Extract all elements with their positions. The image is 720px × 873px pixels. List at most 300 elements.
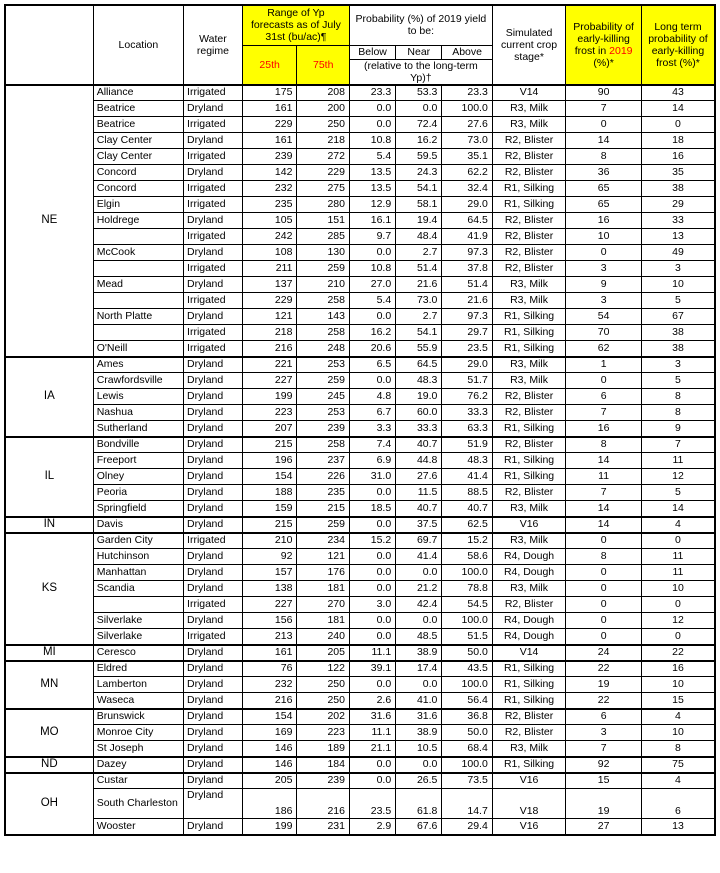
location-cell: Concord — [93, 165, 183, 181]
prob-above-cell: 73.0 — [442, 133, 492, 149]
water-regime-cell: Irrigated — [184, 341, 243, 357]
table-row — [5, 533, 715, 549]
water-regime-cell: Dryland — [184, 709, 243, 725]
prob-above-cell: 48.3 — [442, 453, 492, 469]
water-regime-cell: Dryland — [184, 741, 243, 757]
location-cell: Brunswick — [93, 709, 183, 725]
p25-cell: 92 — [242, 549, 297, 565]
location-cell: Mead — [93, 277, 183, 293]
prob-above-cell: 73.5 — [442, 773, 492, 789]
location-cell: Davis — [93, 517, 183, 533]
header-p25: 25th — [242, 45, 297, 85]
water-regime-cell: Irrigated — [184, 533, 243, 549]
crop-stage-cell: R1, Silking — [492, 757, 566, 773]
frost-long-term-cell: 9 — [641, 421, 715, 437]
table-row — [5, 229, 715, 245]
frost-2019-cell: 6 — [566, 389, 642, 405]
prob-near-cell: 67.6 — [396, 819, 442, 835]
water-regime-cell: Dryland — [184, 773, 243, 789]
water-regime-cell: Irrigated — [184, 597, 243, 613]
crop-stage-cell: R3, Milk — [492, 501, 566, 517]
table-row — [5, 421, 715, 437]
frost-2019-cell: 3 — [566, 725, 642, 741]
prob-below-cell: 0.0 — [349, 485, 395, 501]
frost-long-term-cell: 12 — [641, 613, 715, 629]
crop-stage-cell: R4, Dough — [492, 565, 566, 581]
prob-below-cell: 13.5 — [349, 165, 395, 181]
prob-above-cell: 23.3 — [442, 85, 492, 101]
table-row — [5, 741, 715, 757]
table-row — [5, 197, 715, 213]
location-cell: Freeport — [93, 453, 183, 469]
crop-stage-cell: R3, Milk — [492, 277, 566, 293]
prob-near-cell: 33.3 — [396, 421, 442, 437]
crop-stage-cell: R2, Blister — [492, 709, 566, 725]
p25-cell: 159 — [242, 501, 297, 517]
prob-below-cell: 3.0 — [349, 597, 395, 613]
prob-near-cell: 10.5 — [396, 741, 442, 757]
table-row — [5, 293, 715, 309]
table-row — [5, 101, 715, 117]
frost-2019-cell: 24 — [566, 645, 642, 661]
frost-long-term-cell: 11 — [641, 453, 715, 469]
p25-cell: 213 — [242, 629, 297, 645]
prob-near-cell: 60.0 — [396, 405, 442, 421]
prob-near-cell: 73.0 — [396, 293, 442, 309]
prob-above-cell: 14.7 — [442, 789, 492, 819]
p75-cell: 250 — [297, 117, 350, 133]
prob-below-cell: 11.1 — [349, 645, 395, 661]
p25-cell: 121 — [242, 309, 297, 325]
location-cell: South Charleston — [93, 789, 183, 819]
frost-long-term-cell: 75 — [641, 757, 715, 773]
frost-2019-cell: 0 — [566, 565, 642, 581]
prob-above-cell: 97.3 — [442, 245, 492, 261]
frost-2019-cell: 90 — [566, 85, 642, 101]
location-cell: Ceresco — [93, 645, 183, 661]
p25-cell: 229 — [242, 293, 297, 309]
prob-above-cell: 76.2 — [442, 389, 492, 405]
prob-below-cell: 13.5 — [349, 181, 395, 197]
prob-below-cell: 4.8 — [349, 389, 395, 405]
p75-cell: 121 — [297, 549, 350, 565]
frost-long-term-cell: 10 — [641, 277, 715, 293]
p75-cell: 200 — [297, 101, 350, 117]
p75-cell: 223 — [297, 725, 350, 741]
p75-cell: 258 — [297, 293, 350, 309]
water-regime-cell: Dryland — [184, 501, 243, 517]
water-regime-cell: Irrigated — [184, 181, 243, 197]
frost-long-term-cell: 5 — [641, 485, 715, 501]
p75-cell: 189 — [297, 741, 350, 757]
frost-long-term-cell: 12 — [641, 469, 715, 485]
frost-2019-cell: 54 — [566, 309, 642, 325]
crop-stage-cell: R2, Blister — [492, 405, 566, 421]
prob-near-cell: 48.5 — [396, 629, 442, 645]
crop-stage-cell: R2, Blister — [492, 437, 566, 453]
p25-cell: 108 — [242, 245, 297, 261]
table-row — [5, 517, 715, 533]
frost-2019-cell: 22 — [566, 693, 642, 709]
prob-near-cell: 21.2 — [396, 581, 442, 597]
prob-below-cell: 0.0 — [349, 549, 395, 565]
prob-below-cell: 0.0 — [349, 565, 395, 581]
p25-cell: 169 — [242, 725, 297, 741]
prob-above-cell: 54.5 — [442, 597, 492, 613]
prob-near-cell: 54.1 — [396, 181, 442, 197]
p75-cell: 181 — [297, 613, 350, 629]
prob-near-cell: 24.3 — [396, 165, 442, 181]
p25-cell: 154 — [242, 469, 297, 485]
water-regime-cell: Dryland — [184, 405, 243, 421]
prob-below-cell: 0.0 — [349, 773, 395, 789]
p25-cell: 242 — [242, 229, 297, 245]
frost-long-term-cell: 4 — [641, 709, 715, 725]
frost-long-term-cell: 0 — [641, 597, 715, 613]
location-cell: Hutchinson — [93, 549, 183, 565]
frost-2019-cell: 7 — [566, 485, 642, 501]
location-cell — [93, 597, 183, 613]
prob-near-cell: 0.0 — [396, 613, 442, 629]
header-below: Below — [349, 45, 395, 59]
prob-below-cell: 11.1 — [349, 725, 395, 741]
table-row — [5, 309, 715, 325]
frost-long-term-cell: 11 — [641, 565, 715, 581]
prob-below-cell: 10.8 — [349, 133, 395, 149]
table-row — [5, 709, 715, 725]
table-row — [5, 453, 715, 469]
prob-below-cell: 0.0 — [349, 117, 395, 133]
prob-below-cell: 0.0 — [349, 757, 395, 773]
location-cell: Bondville — [93, 437, 183, 453]
p25-cell: 105 — [242, 213, 297, 229]
p25-cell: 199 — [242, 389, 297, 405]
table-row — [5, 645, 715, 661]
p25-cell: 186 — [242, 789, 297, 819]
frost-2019-cell: 9 — [566, 277, 642, 293]
table-row — [5, 373, 715, 389]
yield-forecast-table-container — [4, 4, 716, 836]
water-regime-cell: Dryland — [184, 677, 243, 693]
crop-stage-cell: R2, Blister — [492, 245, 566, 261]
p25-cell: 146 — [242, 757, 297, 773]
frost-long-term-cell: 6 — [641, 789, 715, 819]
prob-below-cell: 7.4 — [349, 437, 395, 453]
crop-stage-cell: V18 — [492, 789, 566, 819]
p75-cell: 234 — [297, 533, 350, 549]
prob-near-cell: 0.0 — [396, 757, 442, 773]
header-near: Near — [396, 45, 442, 59]
frost-long-term-cell: 0 — [641, 533, 715, 549]
frost-2019-cell: 7 — [566, 405, 642, 421]
state-cell: MN — [5, 661, 93, 709]
crop-stage-cell: R1, Silking — [492, 693, 566, 709]
header-location: Location — [93, 5, 183, 85]
frost-long-term-cell: 3 — [641, 261, 715, 277]
table-row — [5, 133, 715, 149]
crop-stage-cell: R1, Silking — [492, 181, 566, 197]
table-row — [5, 357, 715, 373]
p75-cell: 239 — [297, 421, 350, 437]
water-regime-cell: Dryland — [184, 133, 243, 149]
prob-near-cell: 16.2 — [396, 133, 442, 149]
prob-below-cell: 2.9 — [349, 819, 395, 835]
header-above: Above — [442, 45, 492, 59]
prob-above-cell: 51.4 — [442, 277, 492, 293]
frost-2019-cell: 0 — [566, 613, 642, 629]
prob-below-cell: 0.0 — [349, 581, 395, 597]
water-regime-cell: Irrigated — [184, 261, 243, 277]
p75-cell: 151 — [297, 213, 350, 229]
state-cell: NE — [5, 85, 93, 357]
prob-below-cell: 39.1 — [349, 661, 395, 677]
prob-near-cell: 40.7 — [396, 437, 442, 453]
water-regime-cell: Dryland — [184, 565, 243, 581]
prob-above-cell: 41.9 — [442, 229, 492, 245]
p25-cell: 175 — [242, 85, 297, 101]
p25-cell: 227 — [242, 597, 297, 613]
p75-cell: 248 — [297, 341, 350, 357]
table-row — [5, 597, 715, 613]
prob-near-cell: 27.6 — [396, 469, 442, 485]
frost-2019-cell: 27 — [566, 819, 642, 835]
prob-above-cell: 63.3 — [442, 421, 492, 437]
header-frost-2019 — [566, 5, 642, 85]
frost-2019-cell: 3 — [566, 293, 642, 309]
water-regime-cell: Dryland — [184, 101, 243, 117]
table-row — [5, 245, 715, 261]
prob-above-cell: 27.6 — [442, 117, 492, 133]
prob-below-cell: 9.7 — [349, 229, 395, 245]
prob-above-cell: 100.0 — [442, 757, 492, 773]
water-regime-cell: Dryland — [184, 693, 243, 709]
water-regime-cell: Irrigated — [184, 117, 243, 133]
frost-2019-cell: 16 — [566, 421, 642, 437]
p75-cell: 253 — [297, 405, 350, 421]
location-cell: Olney — [93, 469, 183, 485]
prob-above-cell: 33.3 — [442, 405, 492, 421]
table-row — [5, 565, 715, 581]
p25-cell: 207 — [242, 421, 297, 437]
p75-cell: 235 — [297, 485, 350, 501]
frost-2019-cell: 0 — [566, 245, 642, 261]
prob-above-cell: 41.4 — [442, 469, 492, 485]
prob-near-cell: 48.3 — [396, 373, 442, 389]
location-cell: Alliance — [93, 85, 183, 101]
header-row-1 — [5, 5, 715, 45]
frost-2019-cell: 3 — [566, 261, 642, 277]
p75-cell: 229 — [297, 165, 350, 181]
frost-2019-cell: 19 — [566, 789, 642, 819]
p75-cell: 258 — [297, 437, 350, 453]
frost-long-term-cell: 4 — [641, 773, 715, 789]
prob-near-cell: 41.0 — [396, 693, 442, 709]
header-crop-stage: Simulated current crop stage* — [492, 5, 566, 85]
prob-near-cell: 37.5 — [396, 517, 442, 533]
prob-near-cell: 0.0 — [396, 565, 442, 581]
water-regime-cell: Dryland — [184, 581, 243, 597]
state-cell: IA — [5, 357, 93, 437]
frost-long-term-cell: 38 — [641, 325, 715, 341]
table-row — [5, 581, 715, 597]
p75-cell: 231 — [297, 819, 350, 835]
table-row — [5, 501, 715, 517]
frost-2019-cell: 14 — [566, 453, 642, 469]
crop-stage-cell: R1, Silking — [492, 661, 566, 677]
prob-above-cell: 35.1 — [442, 149, 492, 165]
prob-below-cell: 16.1 — [349, 213, 395, 229]
prob-below-cell: 15.2 — [349, 533, 395, 549]
prob-above-cell: 29.7 — [442, 325, 492, 341]
table-row — [5, 437, 715, 453]
location-cell: Clay Center — [93, 149, 183, 165]
crop-stage-cell: R1, Silking — [492, 677, 566, 693]
p25-cell: 161 — [242, 133, 297, 149]
p25-cell: 229 — [242, 117, 297, 133]
crop-stage-cell: R3, Milk — [492, 101, 566, 117]
frost-long-term-cell: 3 — [641, 357, 715, 373]
crop-stage-cell: R2, Blister — [492, 597, 566, 613]
crop-stage-cell: R3, Milk — [492, 293, 566, 309]
frost-2019-cell: 0 — [566, 373, 642, 389]
frost-long-term-cell: 35 — [641, 165, 715, 181]
table-row — [5, 629, 715, 645]
prob-above-cell: 43.5 — [442, 661, 492, 677]
p75-cell: 226 — [297, 469, 350, 485]
location-cell: Lamberton — [93, 677, 183, 693]
header-p75: 75th — [297, 45, 350, 85]
frost-2019-cell: 14 — [566, 501, 642, 517]
prob-near-cell: 19.0 — [396, 389, 442, 405]
water-regime-cell: Dryland — [184, 213, 243, 229]
frost-long-term-cell: 22 — [641, 645, 715, 661]
p75-cell: 275 — [297, 181, 350, 197]
water-regime-cell: Irrigated — [184, 197, 243, 213]
crop-stage-cell: R3, Milk — [492, 373, 566, 389]
prob-above-cell: 32.4 — [442, 181, 492, 197]
location-cell: Custar — [93, 773, 183, 789]
prob-below-cell: 31.0 — [349, 469, 395, 485]
state-cell: ND — [5, 757, 93, 773]
table-row — [5, 341, 715, 357]
water-regime-cell: Dryland — [184, 469, 243, 485]
prob-near-cell: 21.6 — [396, 277, 442, 293]
crop-stage-cell: R2, Blister — [492, 485, 566, 501]
p75-cell: 184 — [297, 757, 350, 773]
frost-long-term-cell: 16 — [641, 149, 715, 165]
table-row — [5, 677, 715, 693]
p25-cell: 161 — [242, 645, 297, 661]
prob-near-cell: 0.0 — [396, 677, 442, 693]
prob-above-cell: 40.7 — [442, 501, 492, 517]
table-row — [5, 149, 715, 165]
prob-near-cell: 72.4 — [396, 117, 442, 133]
prob-below-cell: 20.6 — [349, 341, 395, 357]
prob-near-cell: 48.4 — [396, 229, 442, 245]
prob-near-cell: 41.4 — [396, 549, 442, 565]
frost-long-term-cell: 14 — [641, 501, 715, 517]
frost-long-term-cell: 38 — [641, 341, 715, 357]
p75-cell: 176 — [297, 565, 350, 581]
prob-near-cell: 38.9 — [396, 725, 442, 741]
table-row — [5, 85, 715, 101]
p75-cell: 259 — [297, 373, 350, 389]
p25-cell: 221 — [242, 357, 297, 373]
header-prob-yield: Probability (%) of 2019 yield to be: — [349, 5, 492, 45]
p75-cell: 122 — [297, 661, 350, 677]
p25-cell: 156 — [242, 613, 297, 629]
table-row — [5, 213, 715, 229]
location-cell: Crawfordsville — [93, 373, 183, 389]
frost-long-term-cell: 0 — [641, 629, 715, 645]
p25-cell: 218 — [242, 325, 297, 341]
prob-above-cell: 15.2 — [442, 533, 492, 549]
water-regime-cell: Dryland — [184, 245, 243, 261]
crop-stage-cell: R1, Silking — [492, 309, 566, 325]
crop-stage-cell: R1, Silking — [492, 341, 566, 357]
table-row — [5, 693, 715, 709]
prob-above-cell: 78.8 — [442, 581, 492, 597]
prob-near-cell: 51.4 — [396, 261, 442, 277]
crop-stage-cell: R1, Silking — [492, 421, 566, 437]
location-cell: Monroe City — [93, 725, 183, 741]
table-row — [5, 165, 715, 181]
state-cell: MO — [5, 709, 93, 757]
location-cell: O'Neill — [93, 341, 183, 357]
prob-near-cell: 44.8 — [396, 453, 442, 469]
location-cell: Manhattan — [93, 565, 183, 581]
crop-stage-cell: V16 — [492, 819, 566, 835]
frost-long-term-cell: 13 — [641, 819, 715, 835]
frost-long-term-cell: 8 — [641, 389, 715, 405]
prob-near-cell: 26.5 — [396, 773, 442, 789]
prob-below-cell: 0.0 — [349, 245, 395, 261]
p75-cell: 216 — [297, 789, 350, 819]
header-relative: (relative to the long-term Yp)† — [349, 59, 492, 85]
location-cell: McCook — [93, 245, 183, 261]
prob-above-cell: 37.8 — [442, 261, 492, 277]
location-cell: Silverlake — [93, 629, 183, 645]
prob-above-cell: 100.0 — [442, 101, 492, 117]
prob-below-cell: 0.0 — [349, 629, 395, 645]
p75-cell: 272 — [297, 149, 350, 165]
location-cell: Eldred — [93, 661, 183, 677]
frost-long-term-cell: 10 — [641, 581, 715, 597]
location-cell — [93, 261, 183, 277]
state-cell: KS — [5, 533, 93, 645]
frost-long-term-cell: 11 — [641, 549, 715, 565]
frost-2019-cell: 8 — [566, 549, 642, 565]
prob-above-cell: 51.9 — [442, 437, 492, 453]
frost-long-term-cell: 49 — [641, 245, 715, 261]
header-frost-2019-pre: Probability of early-killing frost in — [573, 20, 634, 57]
p25-cell: 154 — [242, 709, 297, 725]
prob-below-cell: 0.0 — [349, 613, 395, 629]
prob-below-cell: 6.5 — [349, 357, 395, 373]
frost-long-term-cell: 38 — [641, 181, 715, 197]
p75-cell: 258 — [297, 325, 350, 341]
prob-below-cell: 23.5 — [349, 789, 395, 819]
prob-below-cell: 18.5 — [349, 501, 395, 517]
prob-above-cell: 36.8 — [442, 709, 492, 725]
frost-long-term-cell: 13 — [641, 229, 715, 245]
prob-above-cell: 100.0 — [442, 613, 492, 629]
location-cell: Ames — [93, 357, 183, 373]
p25-cell: 215 — [242, 437, 297, 453]
water-regime-cell: Dryland — [184, 373, 243, 389]
prob-above-cell: 62.2 — [442, 165, 492, 181]
water-regime-cell: Dryland — [184, 725, 243, 741]
